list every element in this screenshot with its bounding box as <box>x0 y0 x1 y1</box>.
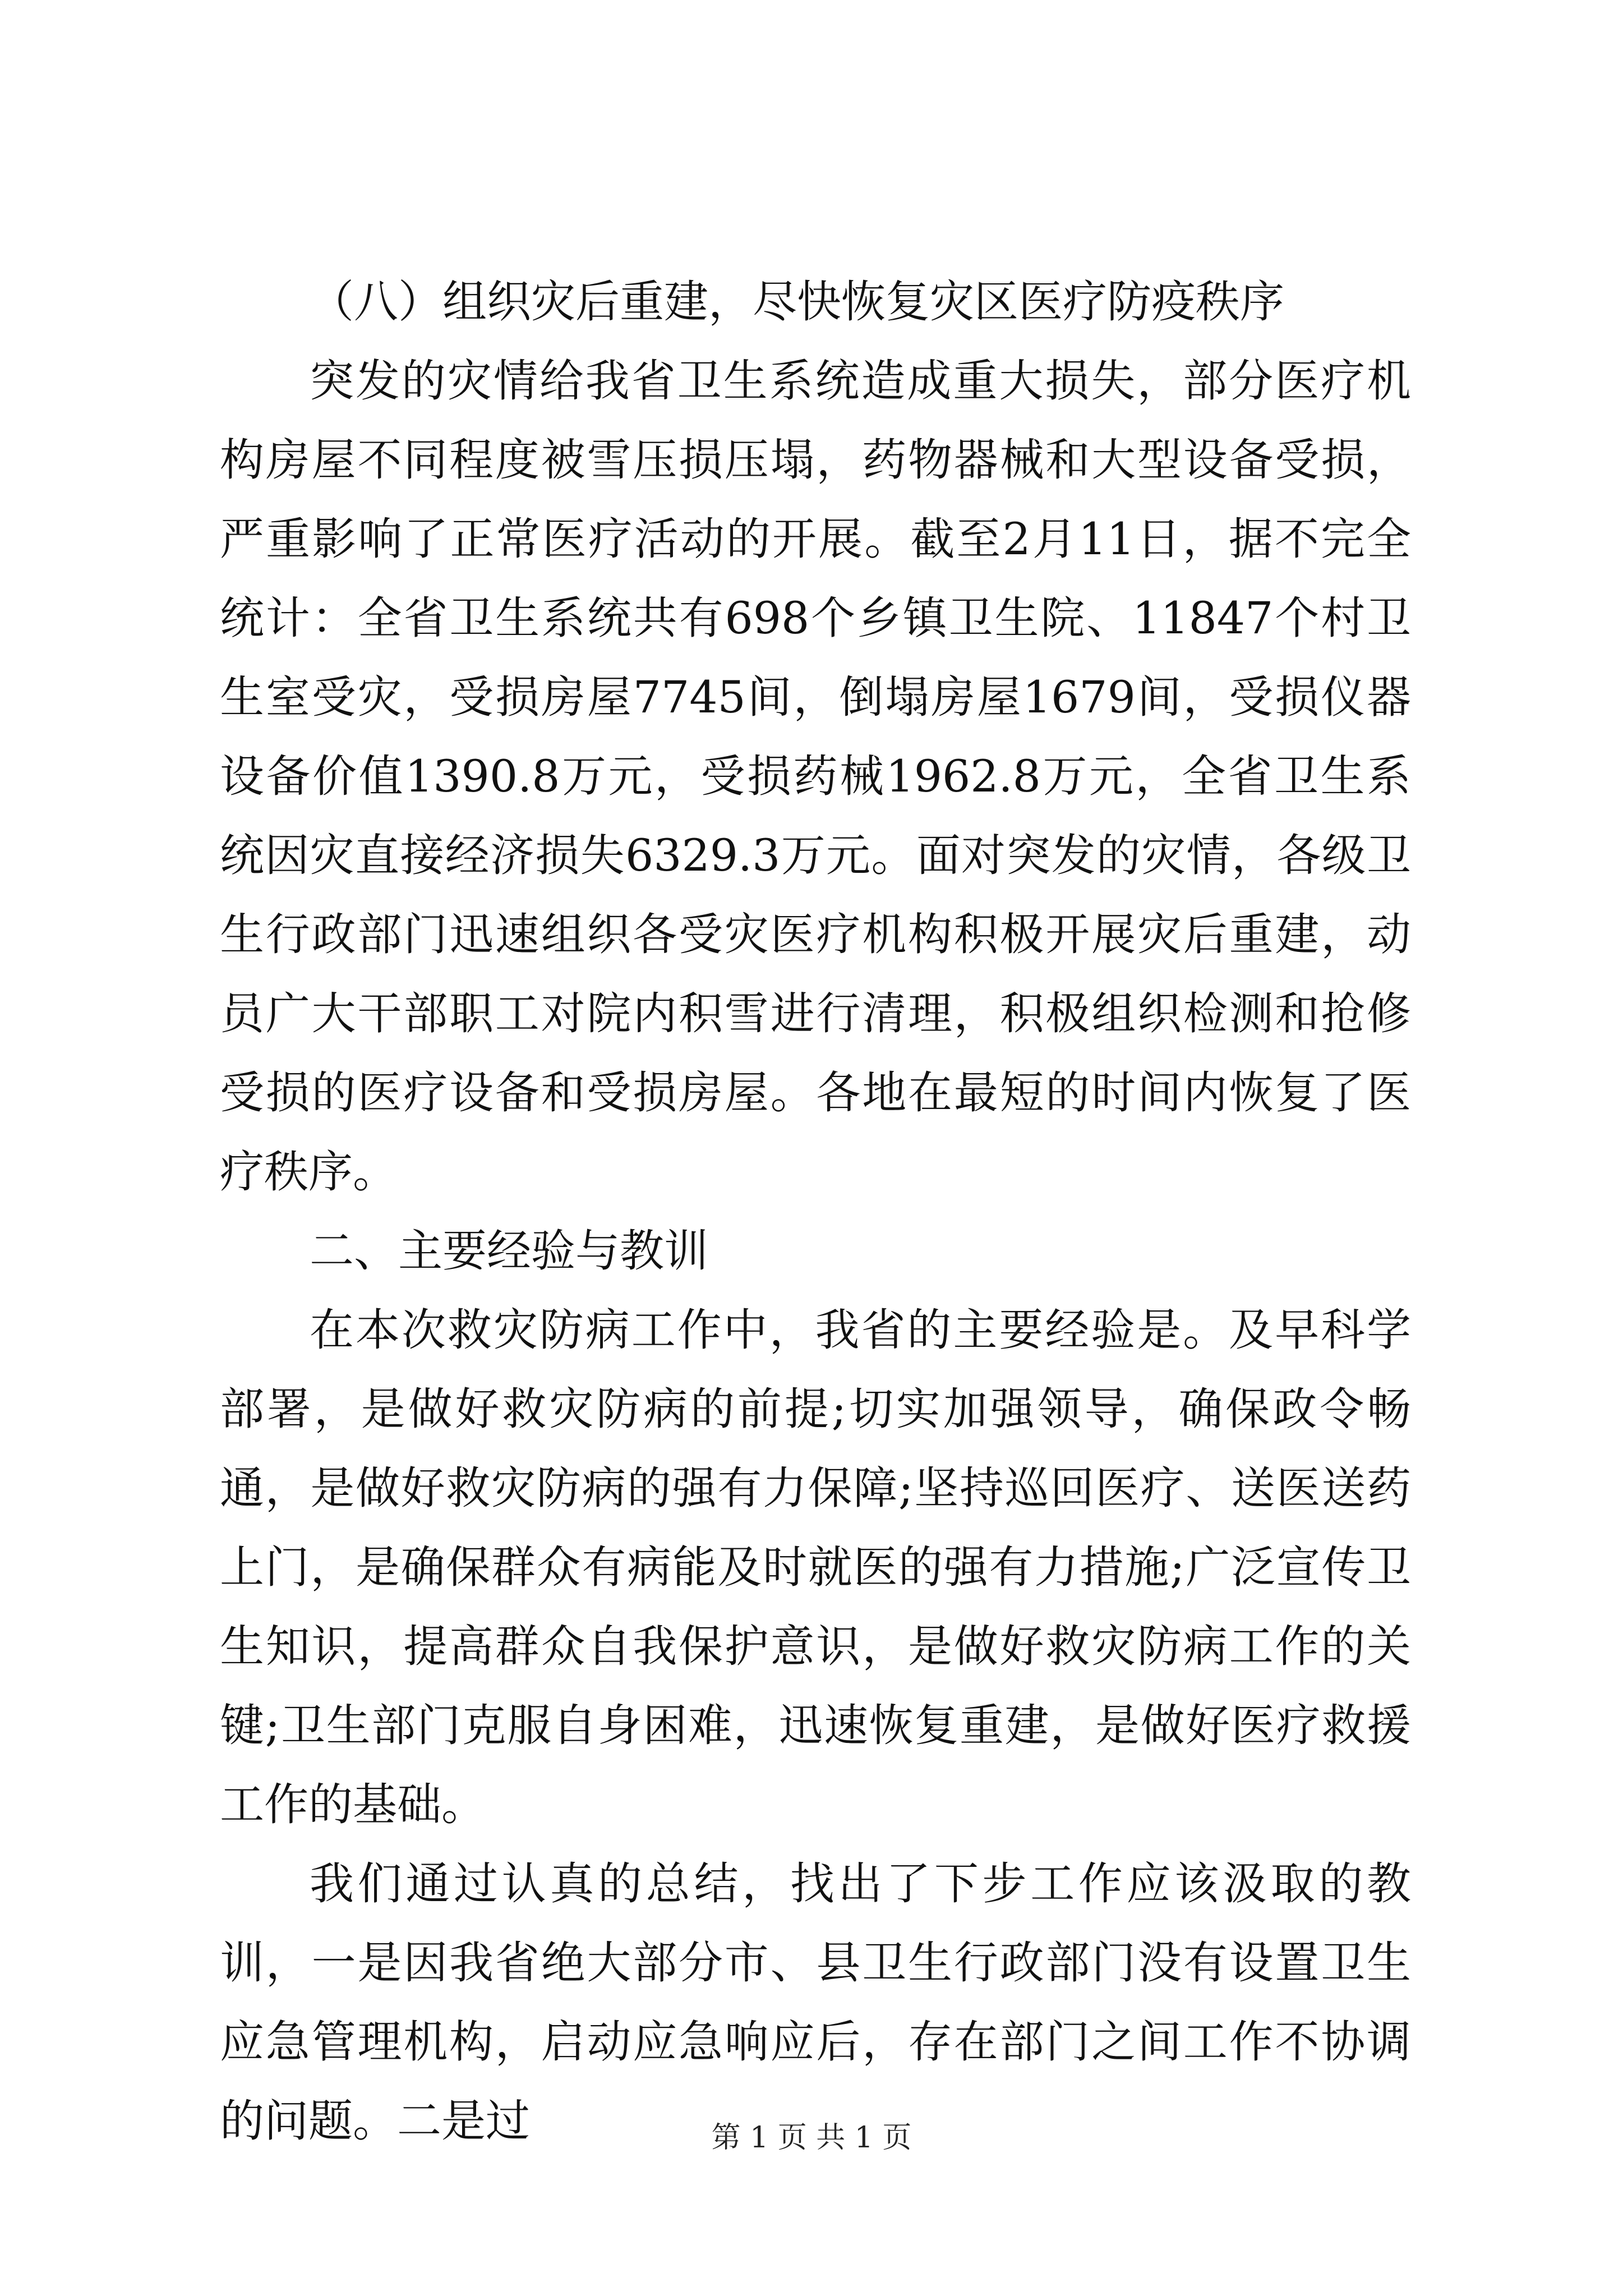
paragraph-disaster-reconstruction: 突发的灾情给我省卫生系统造成重大损失，部分医疗机构房屋不同程度被雪压损压塌，药物器械和大型设备受损，严重影响了正常医疗活动的开展。截至2月11日，据不完全统计：全省卫生系统共有698个乡镇卫生院、11847个村卫生室受灾，受损房屋7745间，倒塌房屋1679间，受损仪器设备价值1390.8万元，受损药械1962.8万元，全省卫生系统因灾直接经济损失6329.3万元。面对突发的灾情，各级卫生行政部门迅速组织各受灾医疗机构积极开展灾后重建，动员广大干部职工对院内积雪进行清理，积极组织检测和抢修受损的医疗设备和受损房屋。各地在最短的时间内恢复了医疗秩序。 <box>220 355 1411 1198</box>
page-footer <box>0 2118 1623 2157</box>
section-heading-8: （八）组织灾后重建，尽快恢复灾区医疗防疫秩序 <box>310 276 1284 328</box>
paragraph-lessons: 我们通过认真的总结，找出了下步工作应该汲取的教训，一是因我省绝大部分市、县卫生行政部门没有设置卫生应急管理机构，启动应急响应后，存在部门之间工作不协调的问题。二是过 <box>220 1858 1411 2147</box>
paragraph-main-experience: 在本次救灾防病工作中，我省的主要经验是。及早科学部署，是做好救灾防病的前提;切实加强领导，确保政令畅通，是做好救灾防病的强有力保障;坚持巡回医疗、送医送药上门，是确保群众有病能及时就医的强有力措施;广泛宣传卫生知识，提高群众自我保护意识，是做好救灾防病工作的关键;卫生部门克服自身困难，迅速恢复重建，是做好医疗救援工作的基础。 <box>220 1304 1411 1830</box>
page-number-label: 第 1 页 共 1 页 <box>711 2121 912 2155</box>
document-body <box>220 263 1411 2161</box>
section-heading-experience: 二、主要经验与教训 <box>310 1225 708 1277</box>
